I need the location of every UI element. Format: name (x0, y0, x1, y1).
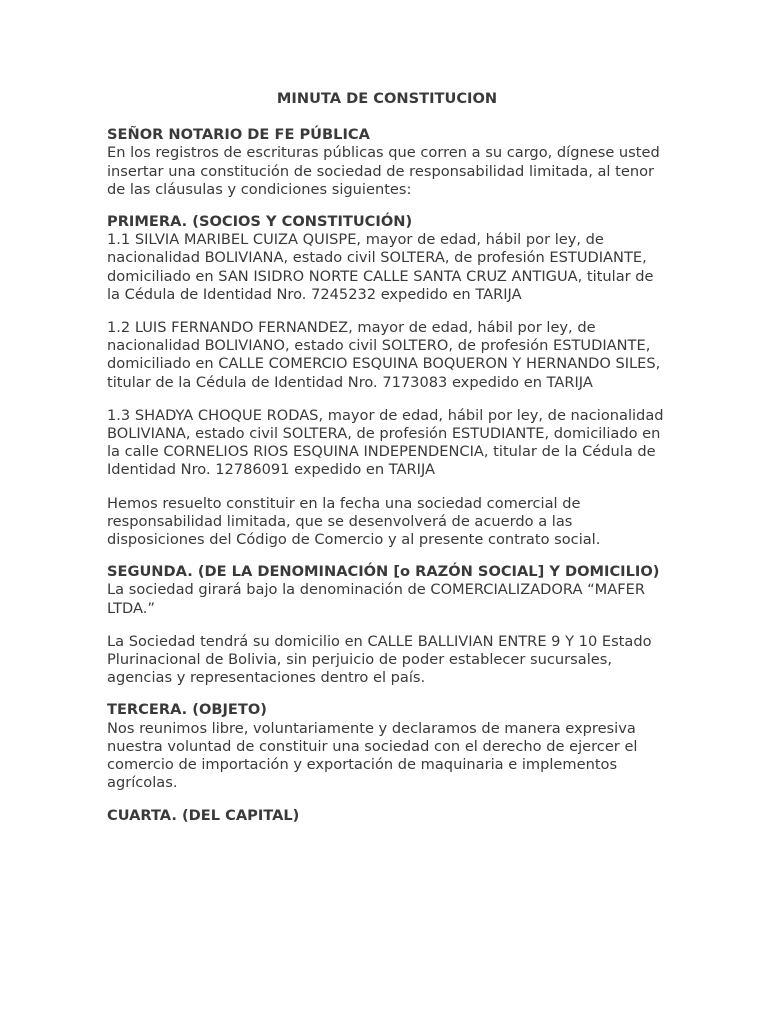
domicile-text: La Sociedad tendrá su domicilio en CALLE BALLIVIAN ENTRE 9 Y 10 Estado Plurinacional de Bolivia, sin perjuicio de poder establecer sucursales, agencias y representaciones dentro el país. (107, 632, 652, 687)
partner-3-text: 1.3 SHADYA CHOQUE RODAS, mayor de edad, hábil por ley, de nacionalidad BOLIVIANA, estado civil SOLTERA, de profesión ESTUDIANTE, domiciliado en la calle CORNELIOS RIOS ESQUINA INDEPENDENCIA, titular de la Cédula de Identidad Nro. 12786091 expedido en TARIJA (107, 406, 664, 479)
clause-cuarta-heading: CUARTA. (DEL CAPITAL) (107, 806, 300, 824)
addressee-section (107, 126, 667, 199)
addressee-text: En los registros de escrituras públicas que corren a su cargo, dígnese usted insertar una constitución de sociedad de responsabilidad limitada, al tenor de las cláusulas y condiciones siguientes: (107, 144, 660, 198)
document-page (107, 90, 667, 839)
object-text: Nos reunimos libre, voluntariamente y declaramos de manera expresiva nuestra voluntad de constituir una sociedad con el derecho de ejercer el comercio de importación y exportación de maquinaria e implementos agrícolas. (107, 719, 638, 792)
clause-tercera (107, 701, 667, 792)
clause-segunda-heading: SEGUNDA. (DE LA DENOMINACIÓN [o RAZÓN SOCIAL] Y DOMICILIO) (107, 563, 660, 581)
company-name-text: La sociedad girará bajo la denominación de COMERCIALIZADORA “MAFER LTDA.” (107, 581, 645, 617)
partner-2-text: 1.2 LUIS FERNANDO FERNANDEZ, mayor de edad, hábil por ley, de nacionalidad BOLIVIANO, estado civil SOLTERO, de profesión ESTUDIANTE, domiciliado en CALLE COMERCIO ESQUINA BOQUERON Y HERNANDO SILES, titular de la Cédula de Identidad Nro. 7173083 expedido en TARIJA (107, 319, 661, 391)
resolution-text: Hemos resuelto constituir en la fecha una sociedad comercial de responsabilidad limitada, que se desenvolverá de acuerdo a las disposiciones del Código de Comercio y al presente contrato social. (107, 494, 601, 549)
clause-tercera-heading: TERCERA. (OBJETO) (107, 701, 267, 719)
clause-segunda (107, 563, 667, 687)
clause-primera-heading: PRIMERA. (SOCIOS Y CONSTITUCIÓN) (107, 213, 413, 231)
clause-primera (107, 213, 667, 549)
document-title: MINUTA DE CONSTITUCION (276, 90, 498, 107)
addressee-heading: SEÑOR NOTARIO DE FE PÚBLICA (107, 126, 370, 144)
partner-1-text: 1.1 SILVIA MARIBEL CUIZA QUISPE, mayor de edad, hábil por ley, de nacionalidad BOLIVIANA, estado civil SOLTERA, de profesión ESTUDIANTE, domiciliado en SAN ISIDRO NORTE CALLE SANTA CRUZ ANTIGUA, titular de la Cédula de Identidad Nro. 7245232 expedido en TARIJA (107, 231, 654, 303)
clause-cuarta (107, 807, 667, 825)
